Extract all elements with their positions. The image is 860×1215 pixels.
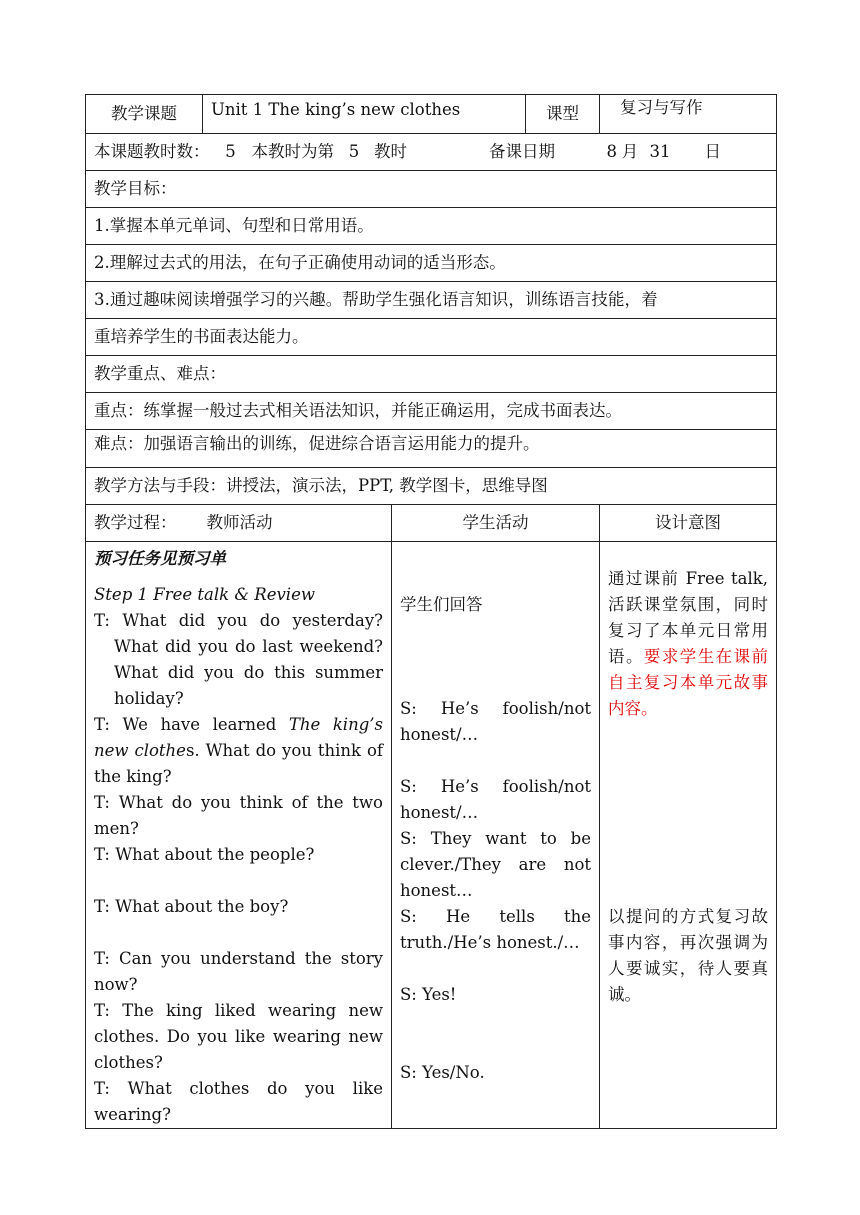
- process-label: 教学过程：: [94, 513, 177, 532]
- hours-row: [86, 134, 777, 171]
- teacher-q4: T: What about the people?: [94, 845, 315, 864]
- date-day-suffix: 日: [704, 142, 721, 161]
- step1-heading: Step 1 Free talk & Review: [94, 585, 315, 604]
- student-a4: S: He tells the truth./He’s honest./…: [400, 907, 592, 952]
- goal-2: 2.理解过去式的用法，在句子正确使用动词的适当形态。: [86, 245, 777, 282]
- goal-3b: 重培养学生的书面表达能力。: [86, 319, 777, 356]
- intent-1-highlight: 要求学生在课前自主复习本单元故事内容。: [608, 647, 769, 718]
- student-a0: 学生们回答: [400, 595, 483, 614]
- teacher-q1: T: What did you do yesterday? What did you do last weekend? What did you do this summer holiday?: [94, 611, 383, 708]
- methods-row: [86, 468, 777, 505]
- story-title: The king’s new clothe: [94, 715, 383, 760]
- goal-3a: 3.通过趣味阅读增强学习的兴趣。帮助学生强化语言知识，训练语言技能，着: [86, 282, 777, 319]
- focus-title: 教学重点、难点：: [86, 356, 777, 393]
- teacher-q5: T: What about the boy?: [94, 897, 289, 916]
- focus-title-row: [86, 356, 777, 393]
- topic-label: 教学课题: [86, 95, 203, 134]
- teacher-activity-heading: 教师活动: [206, 513, 273, 532]
- lesson-plan: [85, 94, 776, 1129]
- focus-key: 重点：练掌握一般过去式相关语法知识，并能正确运用，完成书面表达。: [86, 393, 777, 430]
- goal-3a-row: [86, 282, 777, 319]
- date-label: 备课日期: [489, 142, 555, 161]
- type-value: 复习与写作: [600, 95, 777, 134]
- design-intent-cell: [600, 542, 777, 1129]
- lesson-plan-table: [85, 94, 777, 1129]
- current-suffix: 教时: [374, 142, 407, 161]
- student-activity-cell: [392, 542, 600, 1129]
- preview-task: 预习任务见预习单: [94, 549, 226, 568]
- student-a5: S: Yes!: [400, 985, 457, 1004]
- teacher-q7: T: The king liked wearing new clothes. Do you like wearing new clothes?: [94, 1001, 383, 1072]
- current-label: 本教时为第: [251, 142, 334, 161]
- student-activity-heading: 学生活动: [392, 505, 600, 542]
- hours-value: 5: [225, 142, 236, 161]
- student-a2: S: He’s foolish/not honest/…: [400, 777, 592, 822]
- focus-difficult: 难点：加强语言输出的训练，促进综合语言运用能力的提升。: [86, 430, 777, 468]
- teacher-q3: T: What do you think of the two men?: [94, 793, 383, 838]
- process-header-teacher: [86, 505, 392, 542]
- hours-label: 本课题教时数：: [94, 142, 210, 161]
- topic-value: Unit 1 The king’s new clothes: [203, 95, 526, 134]
- current-value: 5: [348, 142, 360, 161]
- date-day: 31: [649, 142, 671, 161]
- date-month: 8: [606, 142, 617, 161]
- teacher-q6: T: Can you understand the story now?: [94, 949, 383, 994]
- goal-2-row: [86, 245, 777, 282]
- topic-row: [86, 95, 777, 134]
- goals-title-row: [86, 171, 777, 208]
- design-intent-heading: 设计意图: [600, 505, 777, 542]
- process-body-row: [86, 542, 777, 1129]
- goal-1: 1.掌握本单元单词、句型和日常用语。: [86, 208, 777, 245]
- focus-difficult-row: [86, 430, 777, 468]
- intent-2: 以提问的方式复习故事内容，再次强调为人要诚实，待人要真诚。: [608, 907, 769, 1004]
- type-label: 课型: [526, 95, 600, 134]
- process-header-row: [86, 505, 777, 542]
- date-month-suffix: 月: [621, 142, 639, 161]
- intent-1: 通过课前 Free talk, 活跃课堂氛围，同时复习了本单元日常用语。要求学生在课前自主复习本单元故事内容。: [608, 569, 769, 718]
- student-a1: S: He’s foolish/not honest/…: [400, 699, 592, 744]
- goal-3b-row: [86, 319, 777, 356]
- teacher-q2: T: We have learned The king’s new clothes. What do you think of the king?: [94, 715, 383, 786]
- goal-1-row: [86, 208, 777, 245]
- methods: 教学方法与手段：讲授法，演示法，PPT, 教学图卡，思维导图: [86, 468, 777, 505]
- hours-cell: [86, 134, 777, 171]
- teacher-activity-cell: [86, 542, 392, 1129]
- focus-key-row: [86, 393, 777, 430]
- student-a6: S: Yes/No.: [400, 1063, 485, 1082]
- student-a3: S: They want to be clever./They are not honest…: [400, 829, 592, 900]
- goals-title: 教学目标：: [86, 171, 777, 208]
- teacher-q8: T: What clothes do you like wearing?: [94, 1079, 383, 1124]
